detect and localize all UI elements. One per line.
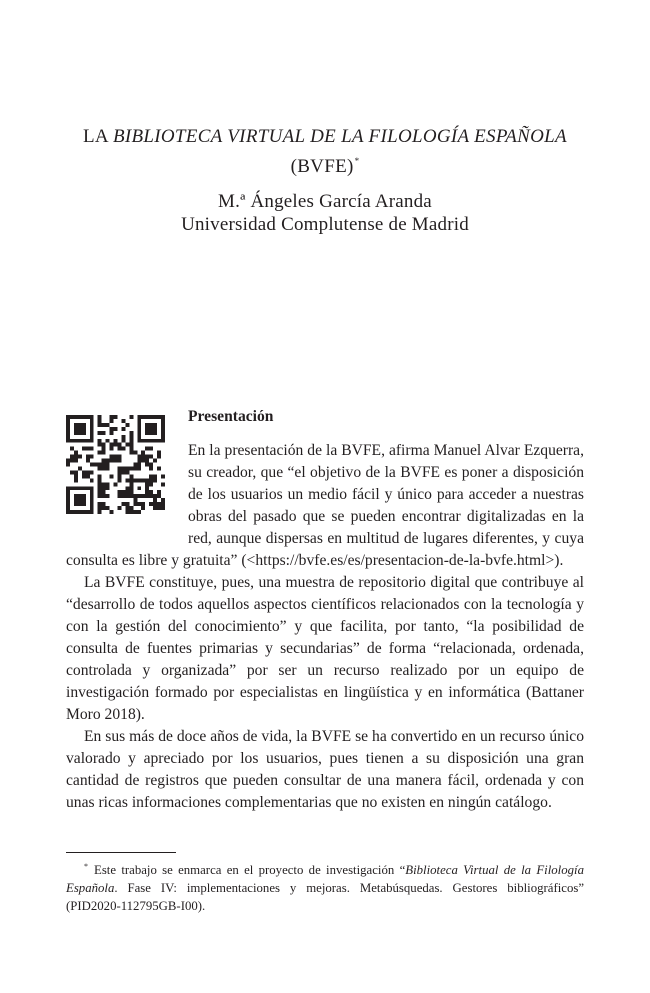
paragraph: En la presentación de la BVFE, afirma Manuel Alvar Ezquerra, su creador, que “el objetivo de la BVFE es poner a disposición de los usuarios un medio fácil y único para acceder a nuestras obras del pasado que se pueden encontrar digitalizadas en la red, aunque dispersas en multitud de lugares diferentes, y cuya consulta es libre y gratuita” (<https://bvfe.es/es/presentacion-de-la-bvfe.html>).: [66, 442, 584, 569]
title-acronym: (BVFE): [290, 156, 354, 177]
paragraph: La BVFE constituye, pues, una muestra de repositorio digital que contribuye al “desarrollo de todos aquellos aspectos científicos relacionados con la tecnología y con la gestión del conocimiento” y que facilita, por tanto, “la posibilidad de consulta de fuentes primarias y secundarias” de forma “relacionada, ordenada, controlada y organizada” por ser un recurso realizado por un equipo de investigación formado por especialistas en lingüística y en informática (Battaner Moro 2018).: [66, 574, 584, 723]
footnote-mark: *: [84, 862, 88, 871]
footnote-divider: [66, 852, 176, 853]
footnote-text-after: . Fase IV: implementaciones y mejoras. Metabúsquedas. Gestores bibliográficos” (PID2020-112795GB-I00).: [66, 881, 584, 913]
title-italic: BIBLIOTECA VIRTUAL DE LA FILOLOGÍA ESPAÑOLA: [112, 126, 567, 147]
paragraph: En sus más de doce años de vida, la BVFE se ha convertido en un recurso único valorado y apreciado por los usuarios, pues tienen a su disposición una gran cantidad de registros que pueden consultar de una manera fácil, ordenada y con unas ricas informaciones complementarias que no existen en ningún catálogo.: [66, 728, 584, 811]
article-title: [60, 124, 590, 179]
article-body: [66, 406, 584, 814]
author-affiliation: Universidad Complutense de Madrid: [181, 214, 469, 235]
title-prefix: LA: [83, 126, 113, 147]
qr-wrap-space: [66, 406, 188, 544]
footnote-text-before: Este trabajo se enmarca en el proyecto de investigación “: [94, 863, 406, 877]
author-name: M.ª Ángeles García Aranda: [218, 191, 432, 212]
footnote: [66, 858, 584, 915]
title-footnote-mark: *: [354, 156, 360, 166]
section-heading: Presentación: [188, 408, 274, 425]
footnote-italic: Biblioteca Virtual de la Filología Española: [66, 863, 584, 895]
